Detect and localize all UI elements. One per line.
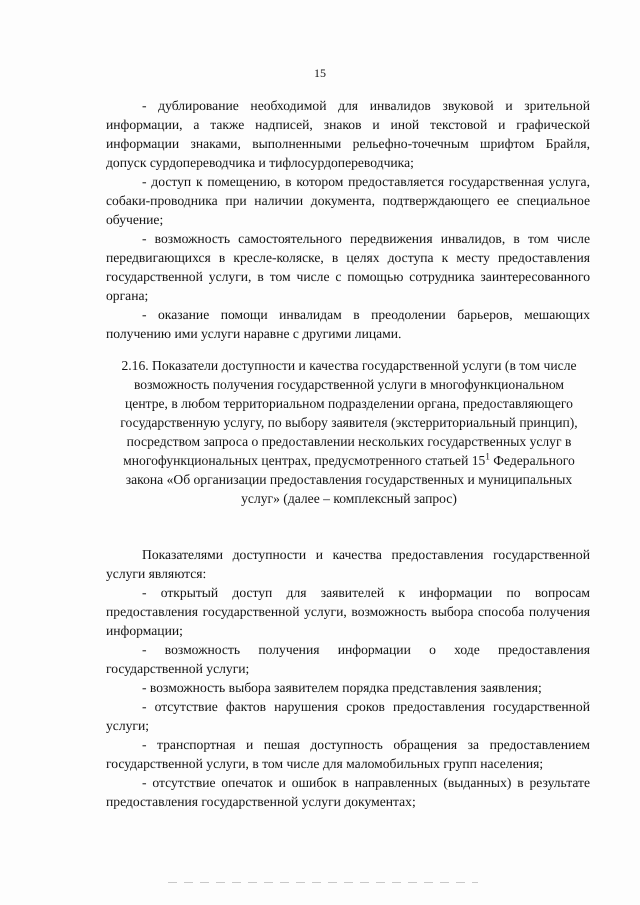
- list-item: - оказание помощи инвалидам в преодолении барьеров, мешающих получению ими услуги наравне с другими лицами.: [106, 307, 590, 341]
- heading-superscript: 1: [485, 451, 490, 462]
- paragraph-intro: Показателями доступности и качества предоставления государственной услуги являются:: [106, 547, 590, 581]
- list-item: - отсутствие опечаток и ошибок в направленных (выданных) в результате предоставления государственной услуги документах;: [106, 775, 590, 809]
- list-item: - открытый доступ для заявителей к информации по вопросам предоставления государственной услуги, возможность выбора способа получения информации;: [106, 585, 590, 638]
- list-item: - возможность самостоятельного передвижения инвалидов, в том числе передвигающихся в кресле-коляске, в целях доступа к месту предоставления государственной услуги, в том числе с помощью сотрудника заинтересованного органа;: [106, 231, 590, 303]
- page-number: 15: [314, 66, 326, 80]
- list-item: - отсутствие фактов нарушения сроков предоставления государственной услуги;: [106, 699, 590, 733]
- section-heading: [118, 356, 580, 508]
- list-item: - дублирование необходимой для инвалидов звуковой и зрительной информации, а также надписей, знаков и иной текстовой и графической информации знаками, выполненными рельефно-точечным шрифтом Брайля, допуск сурдопереводчика и тифлосурдопереводчика;: [106, 98, 590, 170]
- list-item: - возможность получения информации о ходе предоставления государственной услуги;: [106, 642, 590, 676]
- heading-text-part: 2.16. Показатели доступности и качества государственной услуги (в том числе возможность получения государственной услуги в многофункциональном центре, в любом территориальном подразделении органа, предоставляющего государственную услугу, по выбору заявителя (экстерриториальный принцип), посредством запроса о предоставлении нескольких государственных услуг в многофункциональных центрах, предусмотренного статьей 15: [120, 358, 578, 468]
- list-item: - доступ к помещению, в котором предоставляется государственная услуга, собаки-проводника при наличии документа, подтверждающего ее специальное обучение;: [106, 174, 590, 227]
- list-item: - возможность выбора заявителем порядка представления заявления;: [142, 680, 542, 695]
- scan-artifact-line: [168, 882, 478, 883]
- list-item: - транспортная и пешая доступность обращения за предоставлением государственной услуги, в том числе для маломобильных групп населения;: [106, 737, 590, 771]
- accessibility-measures-list: [106, 96, 590, 343]
- quality-indicators-list: [106, 545, 590, 811]
- heading-text-part: Федерального закона «Об организации предоставления государственных и муниципальных услуг» (далее – комплексный запрос): [125, 453, 575, 506]
- section-heading-text: [118, 356, 580, 508]
